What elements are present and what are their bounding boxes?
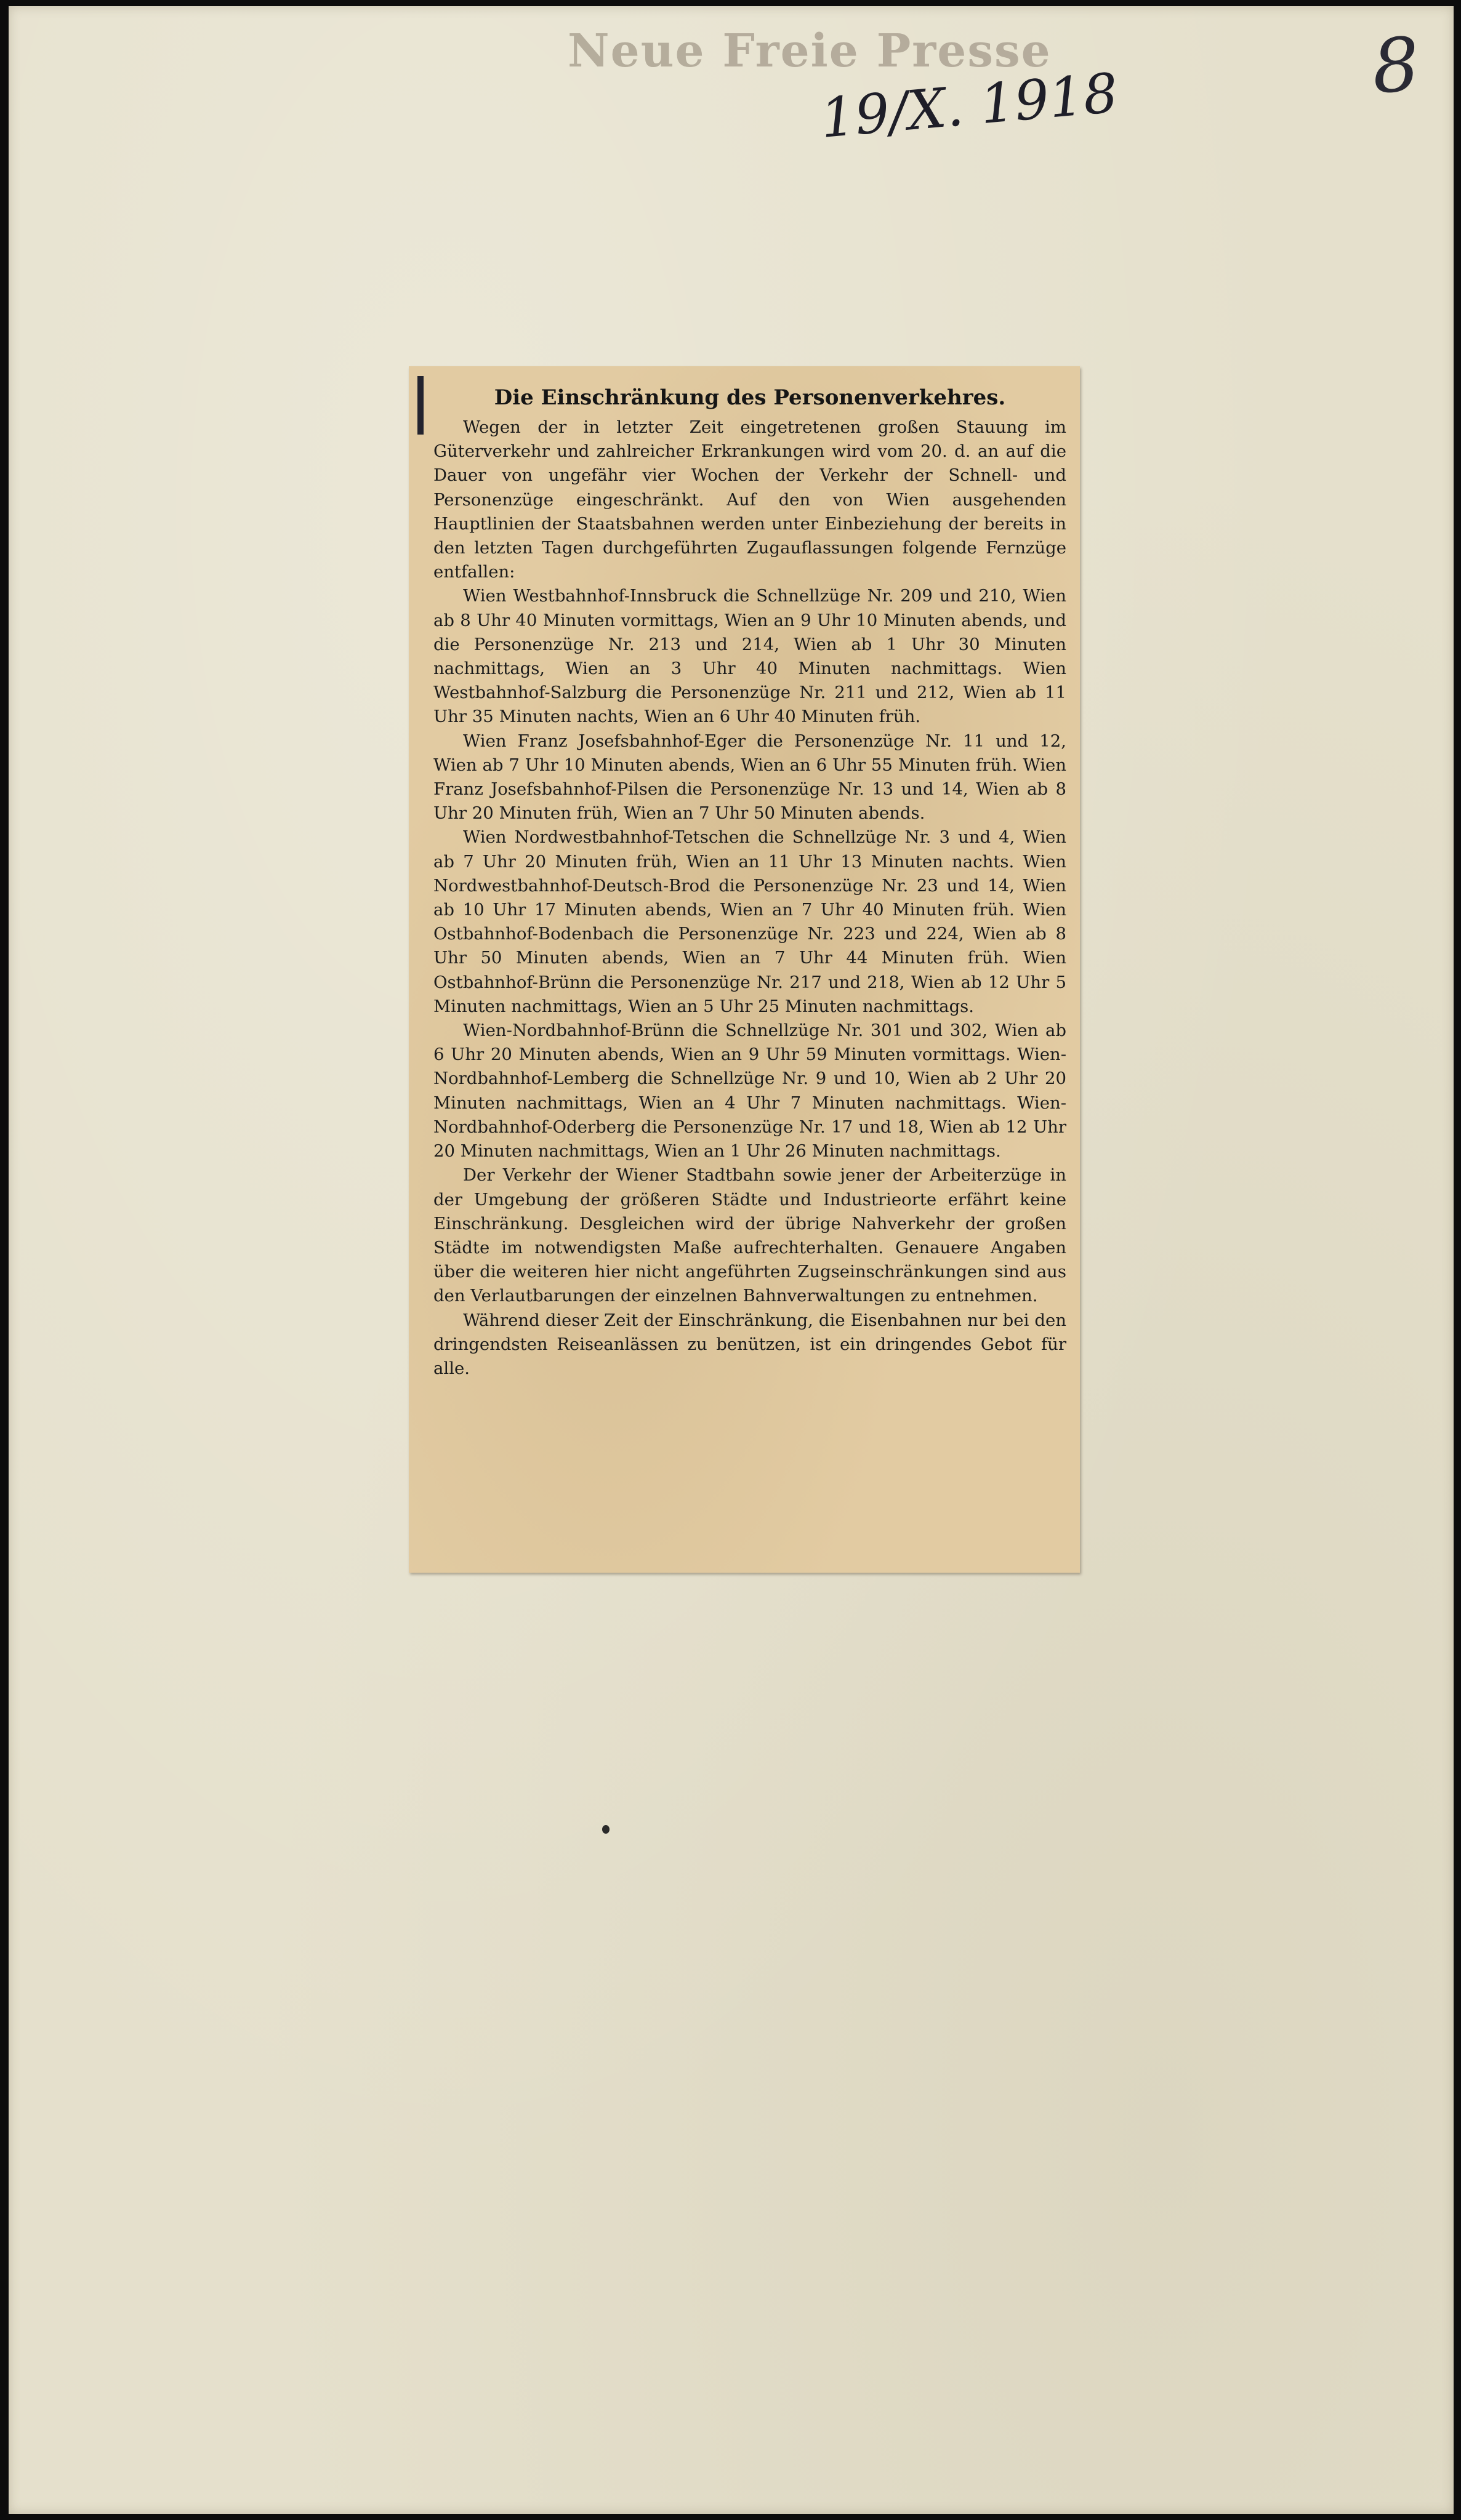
article-paragraph: Wien-Nordbahnhof-Brünn die Schnellzüge Nr. 301 und 302, Wien ab 6 Uhr 20 Minuten abends, Wien an 9 Uhr 59 Minuten vormittags. Wien-Nordbahnhof-Lemberg die Schnellzüge Nr. 9 und 10, Wien ab 2 Uhr 20 Minuten nachmittags, Wien an 4 Uhr 7 Minuten nachmittags. Wien-Nordbahnhof-Oderberg die Personenzüge Nr. 17 und 18, Wien ab 12 Uhr 20 Minuten nachmittags, Wien an 1 Uhr 26 Minuten nachmittags. [433,1021,1066,1162]
article-paragraph: Wegen der in letzter Zeit eingetretenen großen Stauung im Güterverkehr und zahlreicher Erkrankungen wird vom 20. d. an auf die Dauer von ungefähr vier Wochen der Verkehr der Schnell- und Personenzüge eingeschränkt. Auf den von Wien ausgehenden Hauptlinien der Staatsbahnen werden unter Einbeziehung der bereits in den letzten Tagen durchgeführten Zugauflassungen folgende Fernzüge entfallen: [433,417,1066,582]
archive-sheet [9,6,1454,2514]
article-paragraph: Wien Franz Josefsbahnhof-Eger die Personenzüge Nr. 11 und 12, Wien ab 7 Uhr 10 Minuten abends, Wien an 6 Uhr 55 Minuten früh. Wien Franz Josefsbahnhof-Pilsen die Personenzüge Nr. 13 und 14, Wien ab 8 Uhr 20 Minuten früh, Wien an 7 Uhr 50 Minuten abends. [433,731,1066,824]
handwritten-page-number: 8 [1369,22,1423,111]
article-paragraph: Während dieser Zeit der Einschränkung, die Eisenbahnen nur bei den dringendsten Reiseanlässen zu benützen, ist ein dringendes Gebot für alle. [433,1310,1066,1378]
article-paragraph: Wien Nordwestbahnhof-Tetschen die Schnellzüge Nr. 3 und 4, Wien ab 7 Uhr 20 Minuten früh, Wien an 11 Uhr 13 Minuten nachts. Wien Nordwestbahnhof-Deutsch-Brod die Personenzüge Nr. 23 und 14, Wien ab 10 Uhr 17 Minuten abends, Wien an 7 Uhr 40 Minuten früh. Wien Ostbahnhof-Bodenbach die Personenzüge Nr. 223 und 224, Wien ab 8 Uhr 50 Minuten abends, Wien an 7 Uhr 44 Minuten früh. Wien Ostbahnhof-Brünn die Personenzüge Nr. 217 und 218, Wien ab 12 Uhr 5 Minuten nachmittags, Wien an 5 Uhr 25 Minuten nachmittags. [433,827,1066,1016]
article-paragraph: Der Verkehr der Wiener Stadtbahn sowie jener der Arbeiterzüge in der Umgebung der größeren Städte und Industrieorte erfährt keine Einschränkung. Desgleichen wird der übrige Nahverkehr der großen Städte im notwendigsten Maße aufrechterhalten. Genauere Angaben über die weiteren hier nicht angeführten Zugseinschränkungen sind aus den Verlautbarungen der einzelnen Bahnverwaltungen zu entnehmen. [433,1165,1066,1306]
article-paragraph: Wien Westbahnhof-Innsbruck die Schnellzüge Nr. 209 und 210, Wien ab 8 Uhr 40 Minuten vormittags, Wien an 9 Uhr 10 Minuten abends, und die Personenzüge Nr. 213 und 214, Wien ab 1 Uhr 30 Minuten nachmittags, Wien an 3 Uhr 40 Minuten nachmittags. Wien Westbahnhof-Salzburg die Personenzüge Nr. 211 und 212, Wien ab 11 Uhr 35 Minuten nachts, Wien an 6 Uhr 40 Minuten früh. [433,586,1066,727]
newspaper-stamp: Neue Freie Presse [568,25,1052,78]
bracket-mark [417,376,424,435]
handwritten-date: 19/X. 1918 [818,61,1121,150]
article-headline: Die Einschränkung des Personenverkehres. [494,385,1006,410]
newspaper-clipping [409,366,1080,1573]
ink-spot [602,1825,610,1834]
